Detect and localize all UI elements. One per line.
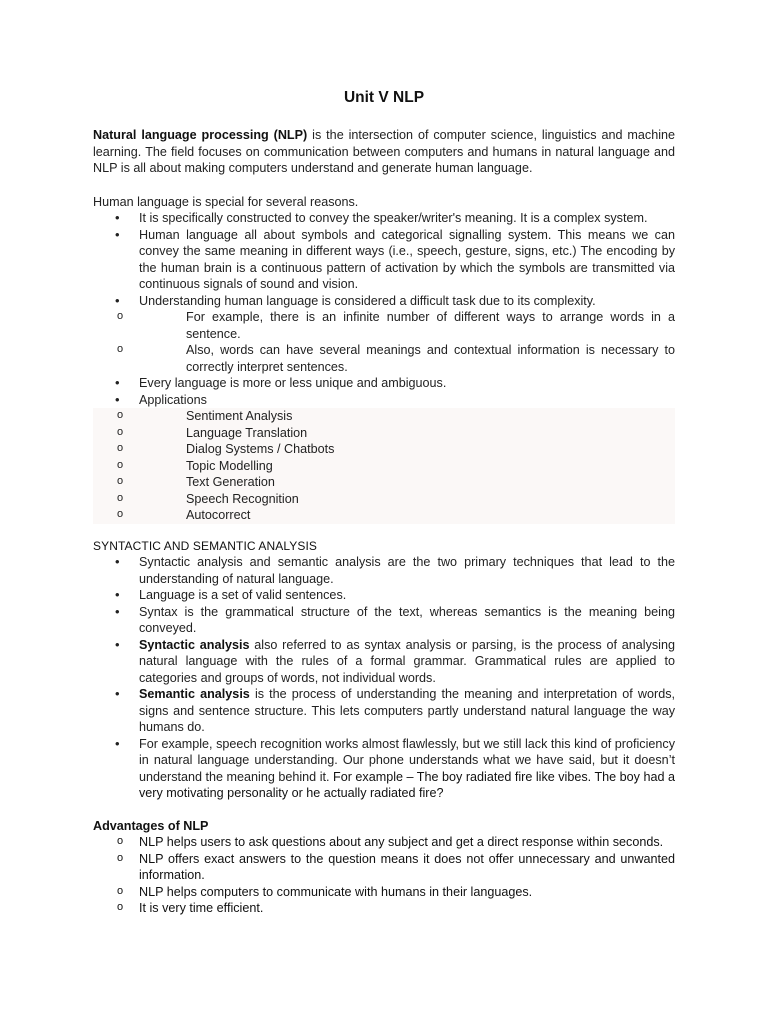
application-item: o Speech Recognition [93, 491, 675, 508]
application-item: o Text Generation [93, 474, 675, 491]
intro-paragraph [93, 127, 675, 177]
list-item [93, 293, 675, 376]
list-item: • Syntax is the grammatical structure of the text, whereas semantics is the meaning being conveyed. [93, 604, 675, 637]
semantic-analysis-term: Semantic analysis [139, 687, 250, 701]
sub-list-item: o For example, there is an infinite number of different ways to arrange words in a sentence. [93, 309, 675, 342]
example-text: For example, speech recognition works almost flawlessly, but we still lack this kind of proficiency in natural language understanding. Our phone understands what we have said, but it doesn’t understand the meaning behind it. [139, 736, 675, 784]
advantage-item: o NLP offers exact answers to the question means it does not offer unnecessary and unwanted information. [93, 851, 675, 884]
application-item: o Autocorrect [93, 507, 675, 524]
document-page [93, 88, 675, 917]
application-item: o Topic Modelling [93, 458, 675, 475]
list-item [93, 736, 675, 802]
semantic-analysis-text: is the process of understanding the meaning and interpretation of words, signs and sentence structure. This lets computers partly understand natural language the way humans do. [139, 687, 675, 734]
example-quote: For example – The boy radiated fire like vibes. The boy had a very motivating personality or he actually radiated fire? [139, 769, 675, 800]
list-item: • Syntactic analysis and semantic analysis are the two primary techniques that lead to the understanding of natural language. [93, 554, 675, 587]
list-item: • Every language is more or less unique and ambiguous. [93, 375, 675, 392]
syntactic-list [93, 554, 675, 802]
application-item: o Language Translation [93, 425, 675, 442]
applications-label: Applications [139, 392, 207, 407]
syntactic-section-title: SYNTACTIC AND SEMANTIC ANALYSIS [93, 538, 318, 553]
advantages-list [93, 834, 675, 917]
list-item: • Human language all about symbols and categorical signalling system. This means we can convey the same meaning in different ways (i.e., speech, gesture, signs, etc.) The encoding by the human brain is a continuous pattern of activation by which the symbols are transmitted via continuous signals of sound and vision. [93, 227, 675, 293]
list-item: • Language is a set of valid sentences. [93, 587, 675, 604]
list-item: • It is specifically constructed to convey the speaker/writer's meaning. It is a complex system. [93, 210, 675, 227]
intro-text: is the intersection of computer science, linguistics and machine learning. The field focuses on communication between computers and humans in natural language and NLP is all about making computers understand and generate human language. [93, 128, 676, 175]
advantage-item: o NLP helps users to ask questions about any subject and get a direct response within seconds. [93, 834, 675, 851]
sub-list [93, 309, 675, 375]
intro-term: Natural language processing (NLP) [93, 128, 308, 142]
reasons-list [93, 210, 675, 524]
list-item [93, 637, 675, 687]
list-item-text: Understanding human language is considered a difficult task due to its complexity. [139, 293, 596, 308]
reasons-lead: Human language is special for several reasons. [93, 194, 359, 209]
sub-list-item: o Also, words can have several meanings and contextual information is necessary to correctly interpret sentences. [93, 342, 675, 375]
applications-list [93, 408, 675, 524]
application-item: o Sentiment Analysis [93, 408, 675, 425]
list-item [93, 686, 675, 736]
syntactic-analysis-text: also referred to as syntax analysis or parsing, is the process of analysing natural language with the rules of a formal grammar. Grammatical rules are applied to categories and groups of words, not individual words. [139, 637, 675, 685]
advantages-title: Advantages of NLP [93, 818, 209, 833]
page-title: Unit V NLP [343, 89, 425, 106]
list-item [93, 392, 675, 524]
advantage-item: o It is very time efficient. [93, 900, 675, 917]
advantage-item: o NLP helps computers to communicate with humans in their languages. [93, 884, 675, 901]
application-item: o Dialog Systems / Chatbots [93, 441, 675, 458]
syntactic-analysis-term: Syntactic analysis [139, 637, 250, 652]
